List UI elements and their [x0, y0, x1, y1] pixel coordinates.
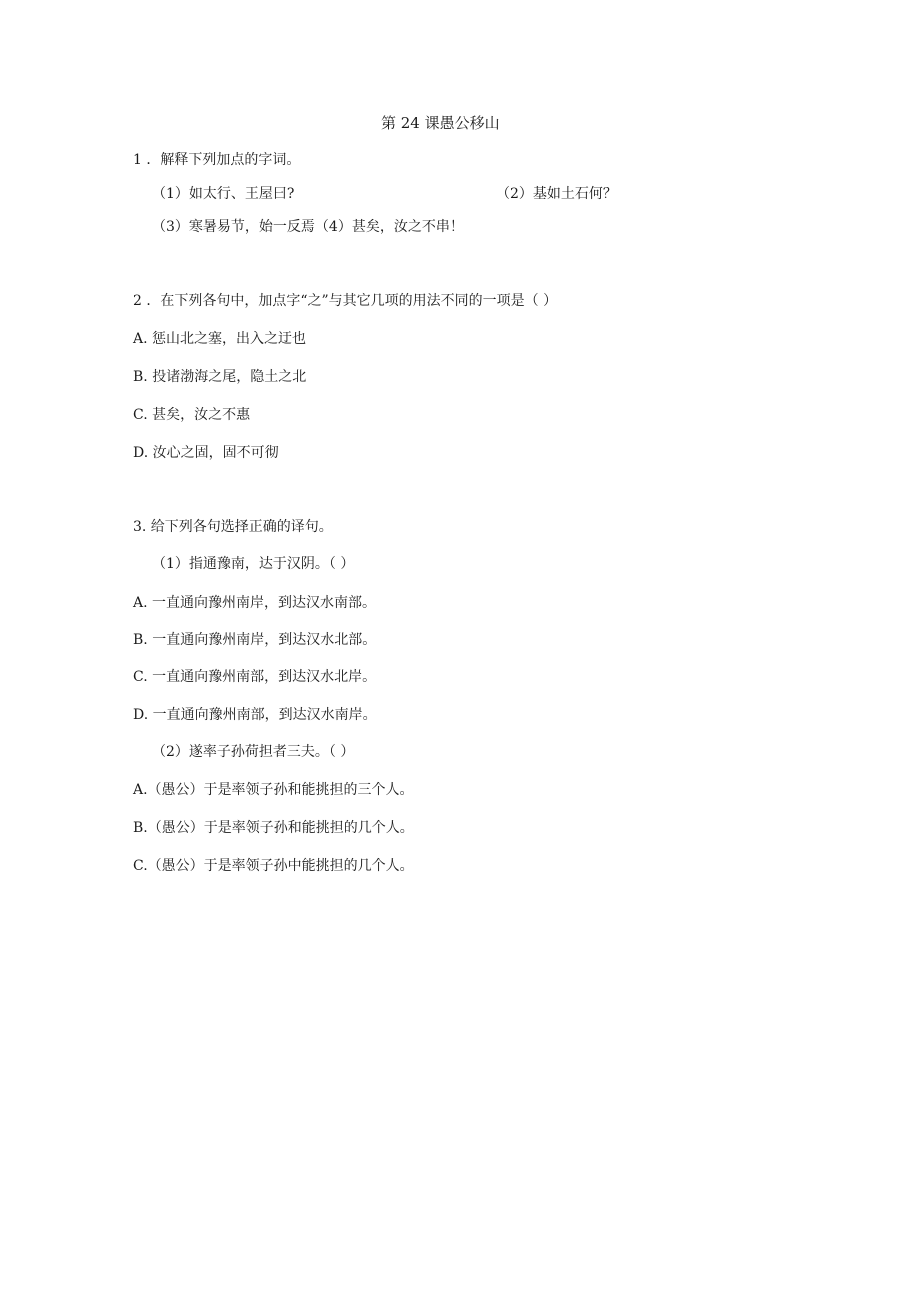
- question-3-sub-2-option-b: B.（愚公）于是率领子孙和能挑担的几个人。: [133, 820, 414, 836]
- question-2-option-d: D. 汝心之固，固不可彻: [133, 445, 279, 461]
- question-3-sub-1-option-a: A. 一直通向豫州南岸，到达汉水南部。: [133, 595, 377, 611]
- question-3-sub-2-option-a: A.（愚公）于是率领子孙和能挑担的三个人。: [133, 782, 414, 798]
- question-3-sub-1-option-c: C. 一直通向豫州南部，到达汉水北岸。: [133, 669, 377, 685]
- question-3-sub-1-option-b: B. 一直通向豫州南岸，到达汉水北部。: [133, 632, 377, 648]
- question-1-item-3: （3）寒暑易节，始一反焉（4）甚矣，汝之不串！: [152, 219, 464, 235]
- question-3-sub-2-prompt: （2）遂率子孙荷担者三夫。（ ）: [152, 744, 355, 760]
- question-3-sub-2-option-c: C.（愚公）于是率领子孙中能挑担的几个人。: [133, 858, 414, 874]
- question-1-item-2: （2）基如土石何？: [496, 186, 617, 202]
- lesson-title: 第 24 课愚公移山: [381, 114, 500, 132]
- question-2-stem: 2 ．在下列各句中，加点字“之”与其它几项的用法不同的一项是（ ）: [133, 293, 558, 309]
- question-1-item-1: （1）如太行、王屋曰?: [152, 186, 295, 202]
- question-3-sub-1-prompt: （1）指通豫南，达于汉阴。（ ）: [152, 556, 355, 572]
- question-3-sub-1-option-d: D. 一直通向豫州南部，到达汉水南岸。: [133, 707, 377, 723]
- question-2-option-c: C. 甚矣，汝之不惠: [133, 407, 251, 423]
- question-1-stem: 1 ．解释下列加点的字词。: [133, 152, 301, 168]
- question-3-stem: 3. 给下列各句选择正确的译句。: [133, 519, 333, 535]
- question-2-option-b: B. 投诸渤海之尾，隐土之北: [133, 369, 307, 385]
- question-2-option-a: A. 惩山北之塞，出入之迂也: [133, 331, 307, 347]
